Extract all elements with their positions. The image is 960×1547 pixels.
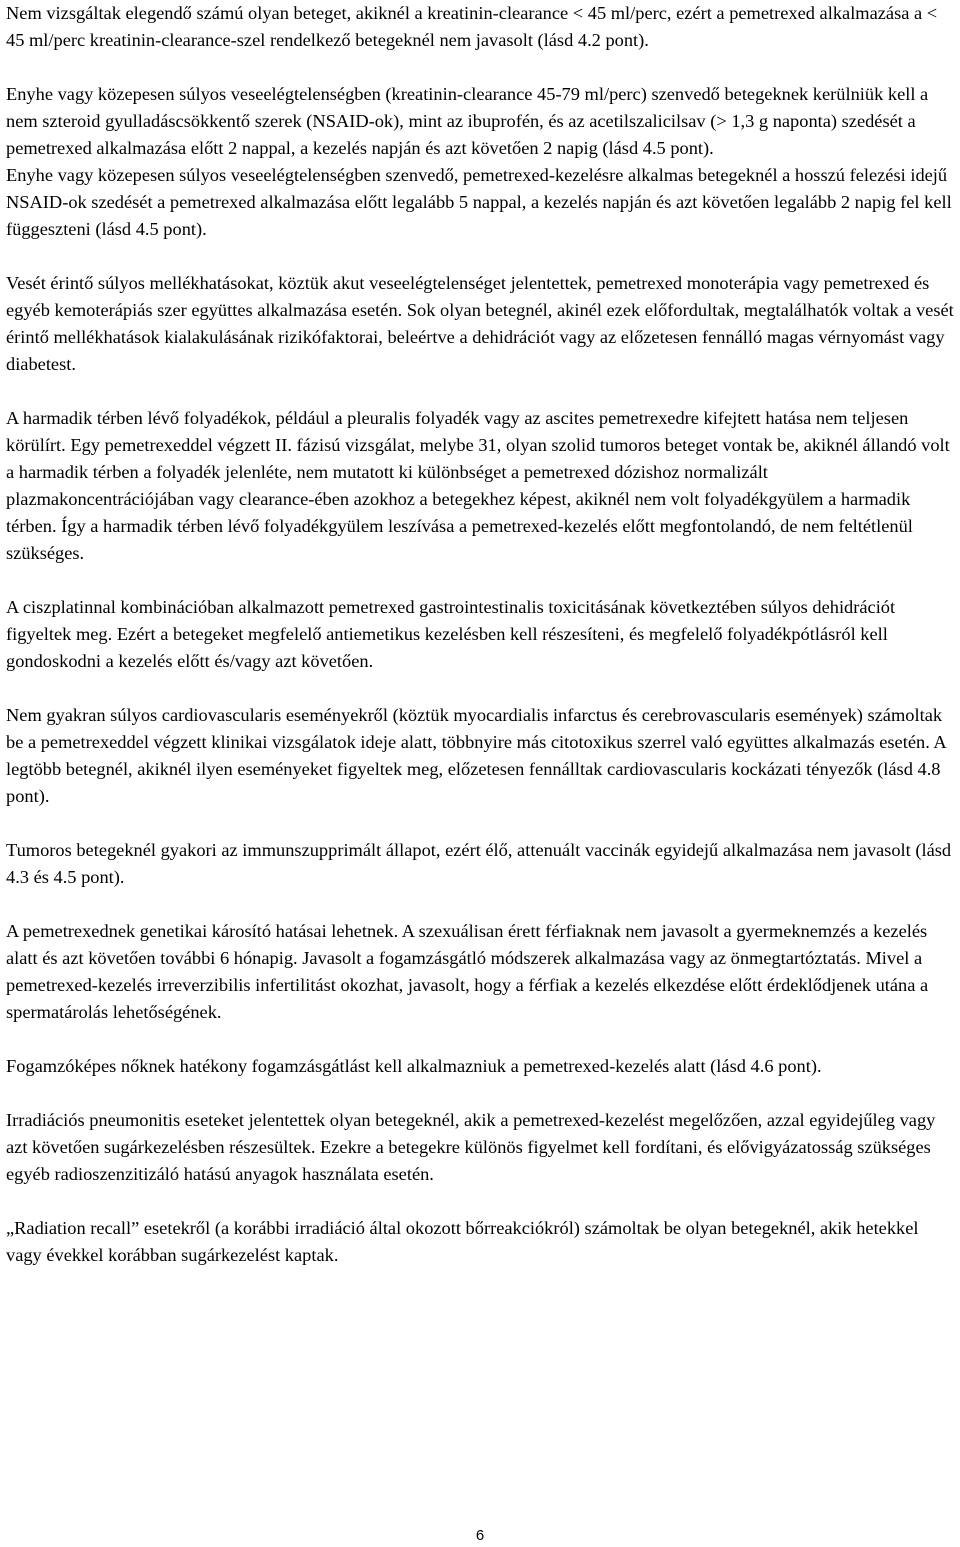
paragraph-radiation-recall: „Radiation recall” esetekről (a korábbi irradiáció által okozott bőrreakciókról) számoltak be olyan betegeknél, akik hetekkel vagy évekkel korábban sugárkezelést kaptak. — [6, 1218, 919, 1265]
document-page — [6, 0, 956, 1269]
paragraph-kreatinin-clearance: Nem vizsgáltak elegendő számú olyan beteget, akiknél a kreatinin-clearance < 45 ml/perc, ezért a pemetrexed alkalmazása a < 45 ml/perc kreatinin-clearance-szel rendelkező betegeknél nem javasolt (lásd 4.2 pont). — [6, 3, 938, 50]
paragraph-dehydration: A ciszplatinnal kombinációban alkalmazott pemetrexed gastrointestinalis toxicitásának következtében súlyos dehidrációt figyeltek meg. Ezért a betegeket megfelelő antiemetikus kezelésben kell részesíteni, és megfelelő folyadékpótlásról kell gondoskodni a kezelés előtt és/vagy azt követően. — [6, 597, 896, 671]
paragraph-vaccines: Tumoros betegeknél gyakori az immunszupprimált állapot, ezért élő, attenuált vaccinák egyidejű alkalmazása nem javasolt (lásd 4.3 és 4.5 pont). — [6, 840, 952, 887]
page-number: 6 — [475, 1527, 485, 1544]
paragraph-nsaid-short: Enyhe vagy közepesen súlyos veseelégtelenségben (kreatinin-clearance 45-79 ml/perc) szenvedő betegeknek kerülniük kell a nem szteroid gyulladáscsökkentő szerek (NSAID-ok), mint az ibuprofén, és az acetilszalicilsav (> 1,3 g naponta) szedését a pemetrexed alkalmazása előtt 2 nappal, a kezelés napján és azt követően 2 napig (lásd 4.5 pont). — [6, 84, 929, 158]
paragraph-renal-adverse: Vesét érintő súlyos mellékhatásokat, köztük akut veseelégtelenséget jelentettek, pemetrexed monoterápia vagy pemetrexed és egyéb kemoterápiás szer együttes alkalmazása esetén. Sok olyan betegnél, akinél ezek előfordultak, megtalálhatók voltak a vesét érintő mellékhatások kialakulásának rizikófaktorai, beleértve a dehidrációt vagy az előzetesen fennálló magas vérnyomást vagy diabetest. — [6, 273, 954, 374]
paragraph-pneumonitis: Irradiációs pneumonitis eseteket jelentettek olyan betegeknél, akik a pemetrexed-kezelést megelőzően, azzal egyidejűleg vagy azt követően sugárkezelésben részesültek. Ezekre a betegekre különös figyelmet kell fordítani, és elővigyázatosság szükséges egyéb radioszenzitizáló hatású anyagok használata esetén. — [6, 1110, 936, 1184]
paragraph-cardiovascular: Nem gyakran súlyos cardiovascularis eseményekről (köztük myocardialis infarctus és cerebrovascularis események) számoltak be a pemetrexeddel végzett klinikai vizsgálatok ideje alatt, többnyire más citotoxikus szerrel való együttes alkalmazás esetén. A legtöbb betegnél, akiknél ilyen eseményeket figyeltek meg, előzetesen fennálltak cardiovascularis kockázati tényezők (lásd 4.8 pont). — [6, 705, 946, 806]
paragraph-nsaid-long: Enyhe vagy közepesen súlyos veseelégtelenségben szenvedő, pemetrexed-kezelésre alkalmas betegeknél a hosszú felezési idejű NSAID-ok szedését a pemetrexed alkalmazása előtt legalább 5 nappal, a kezelés napján és azt követően legalább 2 napig fel kell függeszteni (lásd 4.5 pont). — [6, 165, 952, 239]
paragraph-contraception: Fogamzóképes nőknek hatékony fogamzásgátlást kell alkalmazniuk a pemetrexed-kezelés alatt (lásd 4.6 pont). — [6, 1056, 822, 1076]
paragraph-genetic: A pemetrexednek genetikai károsító hatásai lehetnek. A szexuálisan érett férfiaknak nem javasolt a gyermeknemzés a kezelés alatt és azt követően további 6 hónapig. Javasolt a fogamzásgátló módszerek alkalmazása vagy az önmegtartóztatás. Mivel a pemetrexed-kezelés irreverzibilis infertilitást okozhat, javasolt, hogy a férfiak a kezelés elkezdése előtt érdeklődjenek utána a spermatárolás lehetőségének. — [6, 921, 929, 1022]
paragraph-third-space: A harmadik térben lévő folyadékok, például a pleuralis folyadék vagy az ascites pemetrexedre kifejtett hatása nem teljesen körülírt. Egy pemetrexeddel végzett II. fázisú vizsgálat, melybe 31, olyan szolid tumoros beteget vontak be, akiknél állandó volt a harmadik térben a folyadék jelenléte, nem mutatott ki különbséget a pemetrexed dózishoz normalizált plazmakoncentrációjában vagy clearance-ében azokhoz a betegekhez képest, akiknél nem volt folyadékgyülem a harmadik térben. Így a harmadik térben lévő folyadékgyülem leszívása a pemetrexed-kezelés előtt megfontolandó, de nem feltétlenül szükséges. — [6, 408, 950, 563]
